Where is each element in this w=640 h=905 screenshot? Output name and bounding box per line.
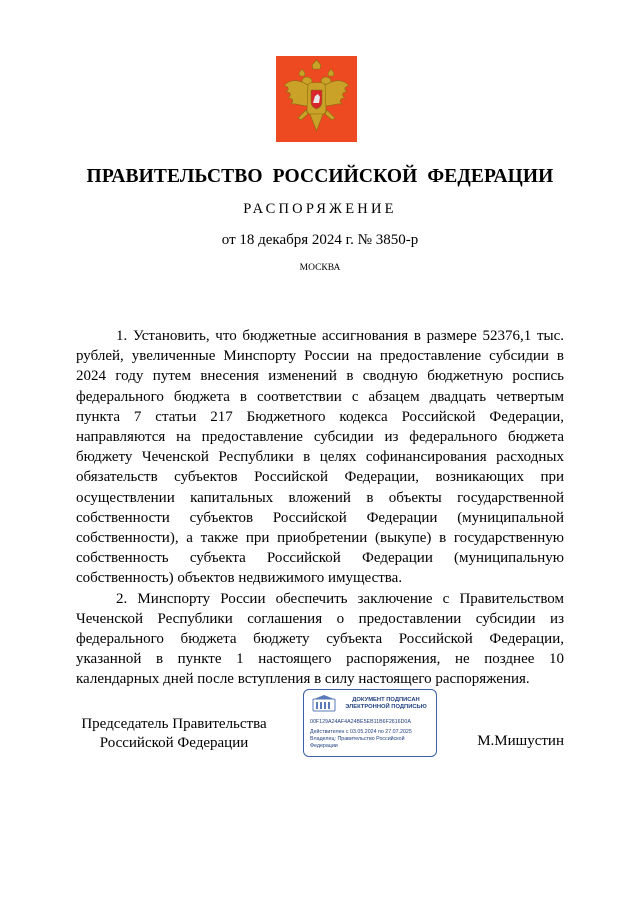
stamp-owner-line-1: Владелец: Правительство Российской [310,736,405,742]
signer-position-line-2: Российской Федерации [99,734,249,751]
paragraph-2: 2. Минспорту России обеспечить заключение с Правительством Чеченской Республики соглашения о предоставлении субсидии из федерального бюджета бюджету субъекта Российской Федерации, указанной в пункте 1 настоящего распоряжения, не позднее 10 календарных дней после вступления в силу настоящего распоряжения. [76,590,564,688]
stamp-title-line-2: ЭЛЕКТРОННОЙ ПОДПИСЬЮ [345,704,427,711]
signer-position [76,715,272,752]
stamp-validity: Действителен с 03.05.2024 по 27.07.2025 [310,729,412,735]
double-headed-eagle-icon [276,56,357,142]
stamp-certificate: 00F129A24AF4A24BE5EB11B6F2616D0A [310,719,411,725]
document-date-number: от 18 декабря 2024 г. № 3850-р [221,232,419,248]
coat-of-arms-emblem [276,56,357,142]
signer-position-line-1: Председатель Правительства [81,716,267,732]
signer-name: М.Мишустин [477,733,564,749]
document-city: МОСКВА [299,263,341,273]
government-title: ПРАВИТЕЛЬСТВО РОССИЙСКОЙ ФЕДЕРАЦИИ [86,166,554,187]
stamp-owner-line-2: Федерации [310,743,338,749]
paragraph-1: 1. Установить, что бюджетные ассигнования в размере 52376,1 тыс. рублей, увеличенные Минспорту России на предоставление субсидии в 2024 году путем внесения изменений в сводную бюджетную роспись федерального бюджета в соответствии с абзацем двадцать четвертым пункта 7 статьи 217 Бюджетного кодекса Российской Федерации, направляются на предоставление субсидии из федерального бюджета бюджету Чеченской Республики в целях софинансирования расходных обязательств субъектов Российской Федерации, возникающих при осуществлении капитальных вложений в объекты государственной собственности субъектов Российской Федерации (муниципальной собственности), а также при приобретении (выкупе) в государственную собственность субъекта Российской Федерации (муниципальную собственность) объектов недвижимого имущества. [76,328,564,587]
stamp-crest-icon [311,695,337,713]
document-body [76,326,564,690]
stamp-title-line-1: ДОКУМЕНТ ПОДПИСАН [352,697,420,703]
electronic-signature-stamp [303,689,437,757]
stamp-title [336,697,436,711]
document-type: РАСПОРЯЖЕНИЕ [243,201,397,217]
